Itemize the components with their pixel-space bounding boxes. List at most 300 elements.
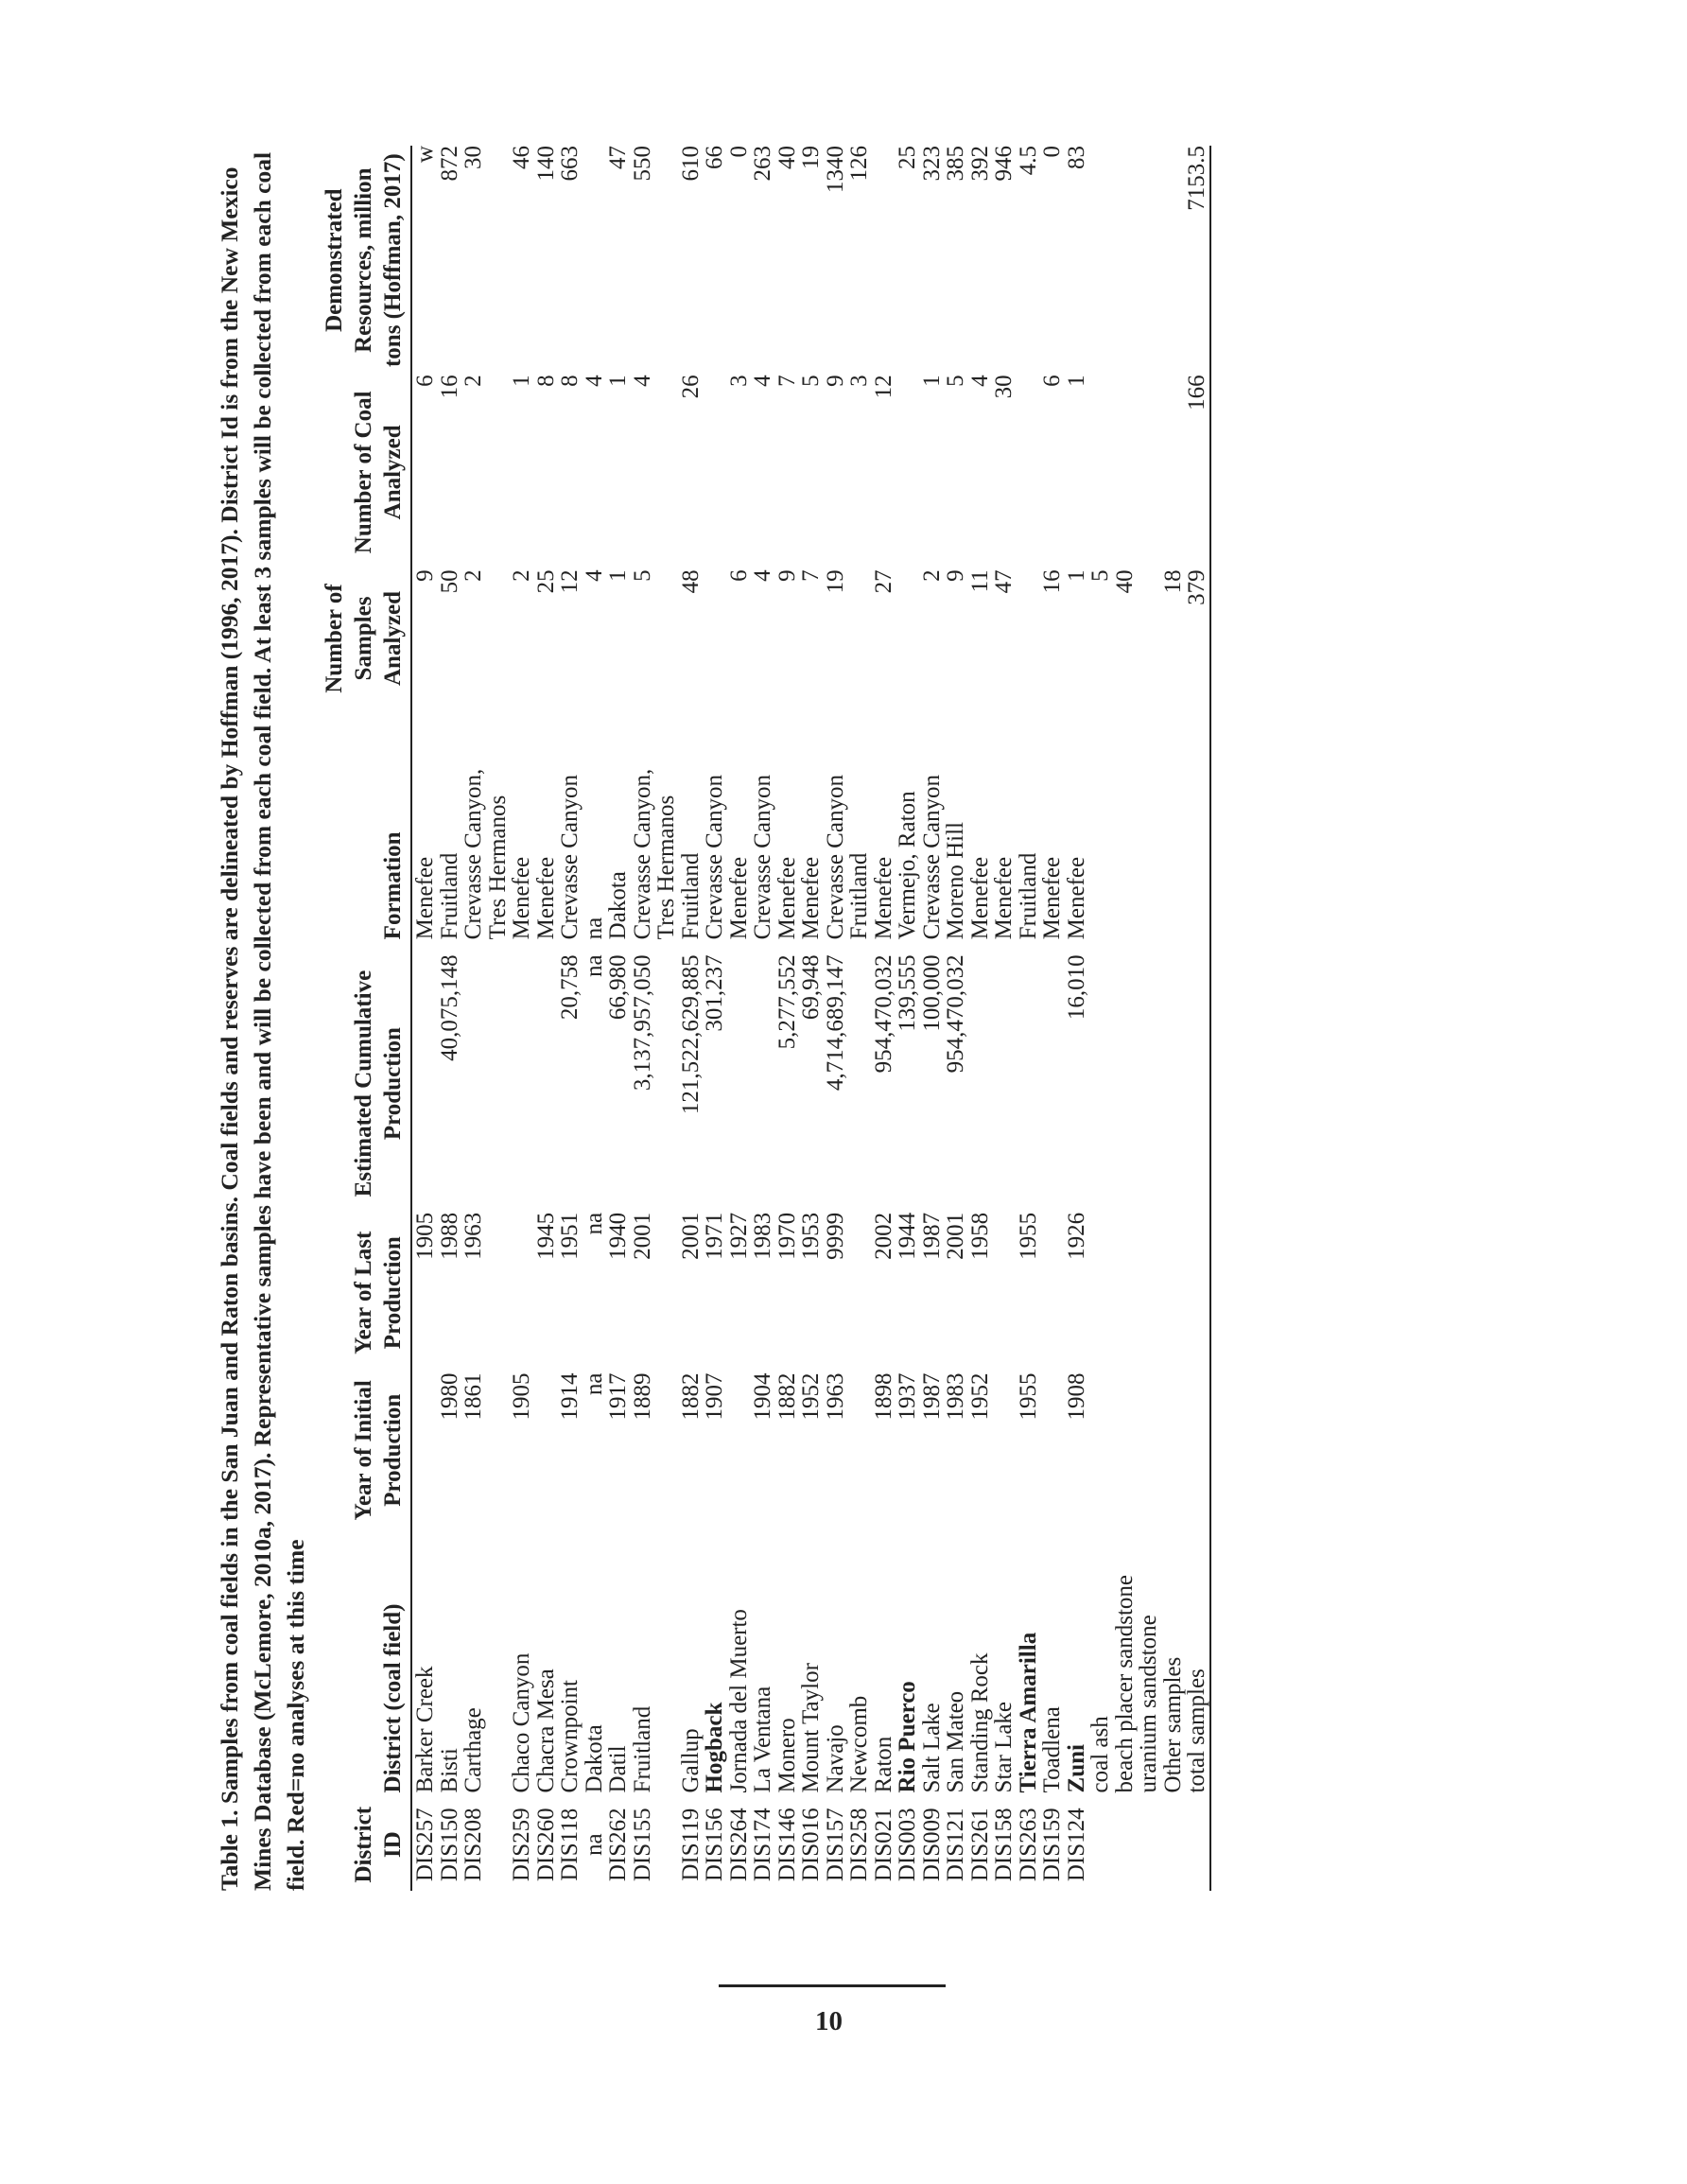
cell-district-id: DIS009 <box>918 1808 945 1882</box>
cell-coal-analyzed: 12 <box>870 375 896 399</box>
cell-formation <box>1137 708 1161 955</box>
table-row <box>896 146 920 1891</box>
cell-year-last: 1905 <box>412 1212 438 1260</box>
cell-demonstrated-resources: 392 <box>966 146 993 182</box>
table-row <box>944 146 968 1891</box>
cell-district-name: Star Lake <box>991 1701 1017 1793</box>
cell-demonstrated-resources: 0 <box>1039 146 1065 158</box>
cell-district-name <box>654 1528 679 1798</box>
cell-samples-analyzed <box>654 569 679 707</box>
cell-district-name: Fruitland <box>629 1705 655 1793</box>
cell-district-name: coal ash <box>1087 1716 1113 1793</box>
cell-year-last <box>1161 1213 1186 1373</box>
header-year-initial-production: Year of Initial Production <box>320 1372 411 1528</box>
cell-year-initial: 1963 <box>822 1372 848 1421</box>
cell-year-initial <box>727 1372 752 1528</box>
cell-demonstrated-resources: 385 <box>943 146 968 182</box>
cell-year-last: 1927 <box>725 1212 752 1260</box>
cell-formation: Fruitland <box>846 852 872 940</box>
cell-demonstrated-resources <box>654 146 679 375</box>
cell-year-last: 2001 <box>677 1212 704 1260</box>
cell-cumulative-production <box>1137 954 1161 1213</box>
cell-district-id: DIS121 <box>943 1808 968 1882</box>
cell-formation <box>1113 708 1138 955</box>
cell-formation: Menefee <box>774 856 800 940</box>
cell-year-last <box>1040 1213 1065 1373</box>
cell-year-initial: 1914 <box>557 1372 583 1421</box>
cell-cumulative-production: 20,758 <box>557 954 583 1021</box>
cell-samples-analyzed: 12 <box>557 569 583 594</box>
cell-coal-analyzed: 4 <box>966 375 993 387</box>
cell-demonstrated-resources: 1340 <box>822 146 848 193</box>
cell-demonstrated-resources: 550 <box>629 146 655 182</box>
cell-district-name: Standing Rock <box>966 1652 993 1793</box>
table-row <box>1137 146 1161 1891</box>
cell-demonstrated-resources: 140 <box>532 146 559 182</box>
cell-coal-analyzed: 1 <box>605 375 631 387</box>
cell-district-name: Tierra Amarilla <box>1015 1632 1041 1793</box>
cell-district-id: DIS263 <box>1015 1808 1041 1882</box>
cell-district-name: uranium sandstone <box>1136 1615 1161 1793</box>
cell-demonstrated-resources: 946 <box>991 146 1017 182</box>
cell-cumulative-production <box>727 954 752 1213</box>
table-row <box>1017 146 1041 1891</box>
cell-year-last: 1951 <box>557 1212 583 1260</box>
cell-coal-analyzed: 1 <box>918 375 945 387</box>
cell-year-initial <box>992 1372 1017 1528</box>
cell-formation <box>1185 708 1210 955</box>
cell-formation: Crevasse Canyon, <box>629 768 655 940</box>
cell-district-id: DIS118 <box>557 1808 583 1881</box>
cell-demonstrated-resources: 323 <box>918 146 945 182</box>
cell-cumulative-production <box>1113 954 1138 1213</box>
cell-coal-analyzed: 166 <box>1185 375 1210 569</box>
cell-samples-analyzed: 5 <box>1087 569 1113 582</box>
cell-cumulative-production: 121,522,629,885 <box>677 954 704 1115</box>
cell-demonstrated-resources: 19 <box>798 146 824 169</box>
cell-district-id: DIS003 <box>895 1808 920 1882</box>
cell-cumulative-production <box>1040 954 1065 1213</box>
cell-cumulative-production <box>1185 954 1210 1213</box>
cell-coal-analyzed: 8 <box>557 375 583 387</box>
cell-demonstrated-resources: 47 <box>605 146 631 169</box>
header-district-coal-field: District (coal field) <box>320 1528 411 1798</box>
cell-district-name: Gallup <box>677 1728 704 1793</box>
cell-year-initial <box>1185 1372 1210 1528</box>
cell-cumulative-production <box>968 954 993 1213</box>
cell-demonstrated-resources <box>1113 146 1138 375</box>
cell-samples-analyzed: 11 <box>966 569 993 593</box>
cell-demonstrated-resources: 126 <box>846 146 872 182</box>
cell-district-name: Chaco Canyon <box>509 1652 534 1793</box>
header-year-last-production: Year of Last Production <box>320 1213 411 1373</box>
cell-formation: Menefee <box>966 856 993 940</box>
cell-formation: Menefee <box>798 856 824 940</box>
cell-cumulative-production: 16,010 <box>1063 954 1089 1021</box>
cell-demonstrated-resources <box>1161 146 1186 375</box>
header-number-samples-analyzed: Number of Samples Analyzed <box>320 569 411 707</box>
cell-district-id: na <box>581 1833 607 1857</box>
cell-year-initial: 1882 <box>677 1372 704 1421</box>
cell-coal-analyzed: 3 <box>846 375 872 387</box>
cell-cumulative-production: 301,237 <box>702 954 727 1032</box>
cell-year-initial: 1952 <box>798 1372 824 1421</box>
cell-year-initial: 1987 <box>918 1372 945 1421</box>
cell-coal-analyzed: 5 <box>943 375 968 387</box>
cell-cumulative-production: na <box>581 954 607 977</box>
cell-demonstrated-resources: 263 <box>750 146 775 182</box>
cell-year-initial: 1952 <box>966 1372 993 1421</box>
cell-cumulative-production: 954,470,032 <box>870 954 896 1074</box>
cell-formation: Crevasse Canyon <box>702 775 727 940</box>
table-caption: Table 1. Samples from coal fields in the San Juan and Raton basins. Coal fields and reserves are delineated by Hoffman (1996, 2017). District Id is from the New Mexico Mines Database (McLemore, 2010a, 2017). Representative samples have been and will be collected from each coal field. At least 3 samples will be collected from each coal field. Red=no analyses at this time <box>216 151 309 1891</box>
cell-demonstrated-resources: 25 <box>895 146 920 169</box>
cell-cumulative-production: 954,470,032 <box>943 954 968 1074</box>
header-number-coal-analyzed: Number of Coal Analyzed <box>320 375 411 569</box>
cell-coal-analyzed: 30 <box>991 375 1017 399</box>
cell-district-id: DIS208 <box>461 1808 486 1882</box>
table-row <box>1113 146 1138 1891</box>
cell-demonstrated-resources <box>583 146 607 375</box>
cell-district-id: DIS259 <box>509 1808 534 1882</box>
page-number: 10 <box>815 2006 843 2036</box>
cell-coal-analyzed <box>1161 375 1186 569</box>
table-row <box>654 146 679 1891</box>
cell-cumulative-production <box>654 954 679 1213</box>
table-row <box>679 146 704 1891</box>
cell-demonstrated-resources: 0 <box>725 146 752 158</box>
cell-cumulative-production: 139,555 <box>895 954 920 1032</box>
cell-year-last: 1987 <box>918 1212 945 1260</box>
cell-district-id: DIS258 <box>846 1808 872 1882</box>
cell-samples-analyzed: 19 <box>822 569 848 594</box>
cell-district-name: Jornada del Muerto <box>725 1609 752 1793</box>
table-body <box>411 146 1210 1891</box>
cell-samples-analyzed: 4 <box>750 569 775 582</box>
table-row <box>1065 146 1089 1891</box>
table-row <box>558 146 583 1891</box>
cell-coal-analyzed: 2 <box>461 375 486 387</box>
cell-district-name: beach placer sandstone <box>1111 1575 1138 1793</box>
cell-coal-analyzed: 3 <box>725 375 752 387</box>
table-row <box>1088 146 1113 1891</box>
cell-demonstrated-resources: 66 <box>702 146 727 169</box>
cell-cumulative-production: 3,137,957,050 <box>629 954 655 1092</box>
coal-samples-table <box>320 146 1211 1891</box>
cell-district-name: Barker Creek <box>412 1666 438 1793</box>
cell-formation: Tres Hermanos <box>653 795 679 940</box>
cell-district-id: DIS157 <box>822 1808 848 1882</box>
cell-samples-analyzed <box>486 569 511 707</box>
cell-demonstrated-resources <box>872 146 896 375</box>
cell-district-name: Datil <box>605 1745 631 1793</box>
cell-district-id: DIS146 <box>774 1808 800 1882</box>
cell-coal-analyzed: 4 <box>581 375 607 387</box>
cell-district-name: Salt Lake <box>918 1703 945 1793</box>
cell-district-id: DIS257 <box>412 1808 438 1882</box>
cell-formation: Crevasse Canyon <box>822 775 848 940</box>
cell-year-initial <box>486 1372 511 1528</box>
cell-year-initial: 1905 <box>509 1372 534 1421</box>
cell-demonstrated-resources: 610 <box>677 146 704 182</box>
cell-coal-analyzed <box>486 375 511 569</box>
cell-year-initial <box>847 1372 872 1528</box>
cell-coal-analyzed: 9 <box>822 375 848 387</box>
table-row <box>799 146 824 1891</box>
cell-samples-analyzed: 48 <box>677 569 704 594</box>
cell-samples-analyzed: 5 <box>629 569 655 582</box>
cell-samples-analyzed: 4 <box>581 569 607 582</box>
cell-samples-analyzed <box>847 569 872 707</box>
cell-coal-analyzed <box>1088 375 1113 569</box>
cell-samples-analyzed: 2 <box>461 569 486 582</box>
cell-year-initial <box>654 1372 679 1528</box>
cell-cumulative-production <box>534 954 559 1213</box>
table-row <box>703 146 727 1891</box>
cell-year-initial: 1904 <box>750 1372 775 1421</box>
cell-year-initial: 1980 <box>436 1372 462 1421</box>
cell-district-id: DIS174 <box>750 1808 775 1882</box>
cell-year-initial: 1937 <box>895 1372 920 1421</box>
cell-year-last: 2002 <box>870 1212 896 1260</box>
table-row <box>968 146 993 1891</box>
cell-district-name: Raton <box>870 1736 896 1793</box>
cell-district-id <box>1113 1798 1138 1891</box>
table-row <box>1040 146 1065 1891</box>
header-demonstrated-resources: Demonstrated Resources, million tons (Hoffman, 2017) <box>320 146 411 375</box>
cell-cumulative-production <box>1088 954 1113 1213</box>
cell-year-initial <box>411 1372 438 1528</box>
cell-district-id: DIS119 <box>677 1808 704 1881</box>
table-row <box>992 146 1017 1891</box>
cell-district-id: DIS021 <box>870 1808 896 1882</box>
cell-samples-analyzed: 7 <box>798 569 824 582</box>
cell-year-last: 9999 <box>822 1212 848 1260</box>
table-row <box>727 146 752 1891</box>
cell-coal-analyzed: 1 <box>509 375 534 387</box>
cell-year-last: 2001 <box>629 1212 655 1260</box>
cell-district-name <box>486 1528 511 1798</box>
cell-formation <box>1161 708 1186 955</box>
cell-district-id <box>1137 1798 1161 1891</box>
table-row <box>872 146 896 1891</box>
cell-year-last <box>1088 1213 1113 1373</box>
cell-district-name: total samples <box>1185 1528 1210 1798</box>
cell-coal-analyzed <box>703 375 727 569</box>
cell-formation: Menefee <box>991 856 1017 940</box>
cell-district-name: Crownpoint <box>557 1680 583 1793</box>
cell-samples-analyzed: 9 <box>774 569 800 582</box>
cell-samples-analyzed <box>896 569 920 707</box>
cell-district-id <box>1161 1798 1186 1891</box>
cell-samples-analyzed <box>1017 569 1041 707</box>
cell-district-id: DIS124 <box>1063 1808 1089 1882</box>
cell-district-id: DIS260 <box>532 1808 559 1882</box>
cell-formation: Crevasse Canyon, <box>461 768 486 940</box>
header-district-id: District ID <box>320 1798 411 1891</box>
cell-coal-analyzed: 4 <box>750 375 775 387</box>
cell-district-id: DIS155 <box>629 1808 655 1882</box>
table-row <box>1161 146 1186 1891</box>
cell-year-last <box>1185 1213 1210 1373</box>
cell-year-initial: 1898 <box>870 1372 896 1421</box>
cell-formation: Menefee <box>412 856 438 940</box>
cell-formation: Menefee <box>725 856 752 940</box>
table-row <box>751 146 775 1891</box>
cell-cumulative-production: 100,000 <box>918 954 945 1032</box>
cell-year-last: 1944 <box>895 1212 920 1260</box>
cell-demonstrated-resources: 872 <box>436 146 462 182</box>
cell-coal-analyzed: 6 <box>1039 375 1065 387</box>
cell-year-last <box>847 1213 872 1373</box>
cell-year-last: 1988 <box>436 1212 462 1260</box>
cell-year-initial: 1917 <box>605 1372 631 1421</box>
cell-year-initial <box>1040 1372 1065 1528</box>
cell-formation: Crevasse Canyon <box>918 775 945 940</box>
cell-year-initial <box>1137 1372 1161 1528</box>
cell-samples-analyzed: 6 <box>725 569 752 582</box>
cell-year-last: na <box>581 1212 607 1235</box>
cell-demonstrated-resources: 83 <box>1063 146 1089 169</box>
cell-cumulative-production <box>510 954 534 1213</box>
cell-district-name: Toadlena <box>1039 1706 1065 1793</box>
cell-demonstrated-resources <box>1137 146 1161 375</box>
cell-year-last <box>510 1213 534 1373</box>
cell-year-last: 1958 <box>966 1212 993 1260</box>
table-header-row <box>320 146 411 1891</box>
cell-coal-analyzed <box>1113 375 1138 569</box>
cell-samples-analyzed: 18 <box>1159 569 1186 594</box>
cell-formation: Menefee <box>1039 856 1065 940</box>
cell-district-name: San Mateo <box>943 1690 968 1793</box>
cell-formation: Fruitland <box>436 852 462 940</box>
cell-coal-analyzed <box>654 375 679 569</box>
cell-samples-analyzed: 2 <box>918 569 945 582</box>
cell-formation: na <box>581 917 607 940</box>
table-row <box>775 146 800 1891</box>
cell-year-initial: 1861 <box>461 1372 486 1421</box>
cell-formation: Crevasse Canyon <box>750 775 775 940</box>
cell-demonstrated-resources: 7153.5 <box>1185 146 1210 375</box>
cell-year-last <box>1113 1213 1138 1373</box>
cell-cumulative-production <box>486 954 511 1213</box>
table-row <box>411 146 438 1891</box>
cell-year-last <box>992 1213 1017 1373</box>
cell-year-last: 1970 <box>774 1212 800 1260</box>
cell-coal-analyzed: 8 <box>532 375 559 387</box>
cell-demonstrated-resources <box>1088 146 1113 375</box>
cell-samples-analyzed: 1 <box>1063 569 1089 582</box>
cell-samples-analyzed: 379 <box>1185 569 1210 707</box>
table-row <box>824 146 848 1891</box>
cell-coal-analyzed: 6 <box>412 375 438 387</box>
cell-cumulative-production: 40,075,148 <box>436 954 462 1061</box>
cell-district-name: Newcomb <box>846 1695 872 1793</box>
cell-year-last: 1945 <box>532 1212 559 1260</box>
cell-year-initial: 1983 <box>943 1372 968 1421</box>
cell-year-last: 1926 <box>1063 1212 1089 1260</box>
cell-samples-analyzed <box>1137 569 1161 707</box>
cell-samples-analyzed: 47 <box>991 569 1017 594</box>
table-row <box>583 146 607 1891</box>
cell-cumulative-production: 5,277,552 <box>774 954 800 1050</box>
cell-district-name: Bisti <box>436 1748 462 1793</box>
cell-district-id: DIS264 <box>725 1808 752 1882</box>
cell-district-id <box>486 1798 511 1891</box>
cell-samples-analyzed: 2 <box>509 569 534 582</box>
cell-year-last: 1963 <box>461 1212 486 1260</box>
cell-district-id <box>1185 1798 1210 1891</box>
cell-demonstrated-resources: 30 <box>461 146 486 169</box>
cell-samples-analyzed <box>703 569 727 707</box>
cell-district-name: Hogback <box>702 1702 727 1793</box>
cell-district-name: Chacra Mesa <box>532 1669 559 1793</box>
cell-samples-analyzed: 25 <box>532 569 559 594</box>
cell-cumulative-production <box>411 954 438 1213</box>
cell-year-last: 2001 <box>943 1212 968 1260</box>
cell-coal-analyzed: 26 <box>677 375 704 399</box>
cell-demonstrated-resources: w <box>412 146 438 164</box>
cell-formation: Crevasse Canyon <box>557 775 583 940</box>
cell-district-name: Zuni <box>1063 1744 1089 1793</box>
cell-year-last <box>486 1213 511 1373</box>
table-row <box>631 146 655 1891</box>
cell-cumulative-production: 4,714,689,147 <box>822 954 848 1092</box>
cell-cumulative-production <box>1017 954 1041 1213</box>
cell-formation: Fruitland <box>1015 852 1041 940</box>
cell-year-initial: na <box>581 1372 607 1396</box>
cell-formation: Vermejo, Raton <box>895 791 920 940</box>
cell-cumulative-production <box>992 954 1017 1213</box>
cell-year-last: 1940 <box>605 1212 631 1260</box>
cell-district-id: DIS156 <box>702 1808 727 1882</box>
cell-district-name: Navajo <box>822 1724 848 1793</box>
cell-samples-analyzed: 9 <box>412 569 438 582</box>
cell-coal-analyzed: 16 <box>436 375 462 399</box>
cell-samples-analyzed: 40 <box>1111 569 1138 594</box>
cell-formation: Fruitland <box>677 852 704 940</box>
cell-year-last: 1955 <box>1015 1212 1041 1260</box>
cell-demonstrated-resources <box>486 146 511 375</box>
cell-year-last: 1953 <box>798 1212 824 1260</box>
cell-district-name: Rio Puerco <box>895 1681 920 1793</box>
cell-district-name: Monero <box>774 1718 800 1793</box>
cell-demonstrated-resources: 46 <box>509 146 534 169</box>
cell-district-name: Carthage <box>461 1707 486 1793</box>
cell-formation: Menefee <box>870 856 896 940</box>
cell-coal-analyzed <box>1137 375 1161 569</box>
cell-district-id <box>1088 1798 1113 1891</box>
cell-district-id: DIS016 <box>798 1808 824 1882</box>
cell-district-name: La Ventana <box>750 1686 775 1793</box>
cell-year-initial: 1908 <box>1063 1372 1089 1421</box>
cell-year-initial <box>1088 1372 1113 1528</box>
table-row <box>438 146 462 1891</box>
cell-samples-analyzed: 27 <box>870 569 896 594</box>
table-row <box>486 146 511 1891</box>
cell-formation: Dakota <box>605 871 631 940</box>
cell-samples-analyzed: 50 <box>436 569 462 594</box>
cell-cumulative-production <box>461 954 486 1213</box>
cell-cumulative-production <box>847 954 872 1213</box>
cell-year-initial: 1955 <box>1015 1372 1041 1421</box>
cell-district-id: DIS261 <box>966 1808 993 1882</box>
cell-year-last <box>654 1213 679 1373</box>
cell-year-initial: 1882 <box>774 1372 800 1421</box>
header-estimated-cumulative-production: Estimated Cumulative Production <box>320 954 411 1213</box>
cell-formation: Menefee <box>532 856 559 940</box>
cell-formation: Menefee <box>1063 856 1089 940</box>
